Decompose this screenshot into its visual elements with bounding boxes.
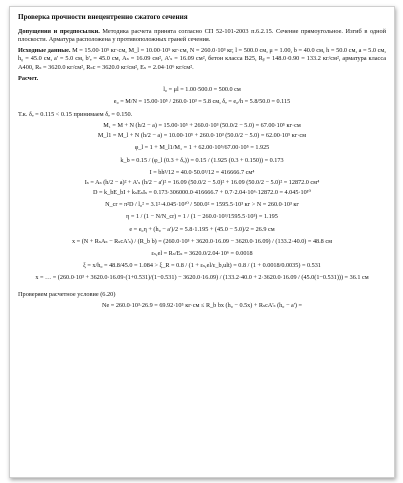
check-paragraph: Проверяем расчетное условие (6.20)	[18, 290, 116, 298]
equation-eta: η = 1 / (1 − N/N_cr) = 1 / (1 − 260.0·10³/1595.5·10³) = 1.195	[126, 213, 278, 221]
document-content	[18, 13, 386, 312]
assumptions-paragraph	[18, 28, 386, 45]
equation-eps: εₛ,el = Rₛ/Eₛ = 3620.0/2.04·10⁶ = 0.0018	[151, 250, 253, 258]
equation-e: e = e₀η + (h₀ − a')/2 = 5.8·1.195 + (45.0 − 5.0)/2 = 26.9 см	[129, 225, 275, 233]
page-title: Проверка прочности внецентренно сжатого сечения	[18, 13, 188, 21]
equation-ncr: N_cr = π²D / l₀² = 3.1²·4.045·10¹⁰ / 500.0² = 1595.5·10³ кг > N = 260.0·10³ кг	[105, 201, 299, 209]
input-text: M = 15.00·10⁵ кг·см, M_l = 10.00·10⁵ кг·см, N = 260.0·10³ кг, l = 500.0 см, μ = 1.00, b = 40.0 см, h = 50.0 см, a = 5.0 см, h₀ = 45.0 см, a' = 5.0 см, b'ₑ = 45.0 см, Aₛ = 16.09 см², A'ₛ = 16.09 см², бетон класса B25, Rᵦ = 148.0·0.90 = 133.2 кг/см², арматура класса A400, Rₛ = 3620.0 кг/см², Rₛc = 3620.0 кг/см², Eₛ = 2.04·10⁶ кг/см².	[18, 47, 386, 71]
equation-phi: φ_l = 1 + M_l1/M₁ = 1 + 62.00·10⁵/67.00·10⁵ = 1.925	[134, 144, 270, 152]
assumptions-text: Методика расчета принята согласно СП 52-101-2003 п.6.2.15. Сечение прямоугольное. Изгиб в одной плоскости. Арматура расположена у противоположных граней сечения.	[18, 27, 387, 43]
equation-kb: k_b = 0.15 / (φ_l (0.3 + δₑ)) = 0.15 / (1.925 (0.3 + 0.150)) = 0.173	[120, 156, 284, 164]
delta-paragraph: Т.к. δₑ = 0.115 < 0.15 принимаем δₑ = 0.150.	[18, 110, 133, 118]
equation-i: I = bh³/12 = 40.0·50.0³/12 = 416666.7 см⁴	[149, 168, 255, 176]
input-paragraph	[18, 47, 386, 72]
equation-ne: Ne = 260.0·10³·26.9 = 69.92·10⁵ кг·см ≤ R_b bx (h₀ − 0.5x) + RₛcA'ₛ (h₀ − a') =	[102, 301, 302, 309]
equation-ml1: M_l1 = M_l + N (h/2 − a) = 10.00·10⁵ + 260.0·10³ (50.0/2 − 5.0) = 62.00·10⁵ кг·см	[97, 132, 307, 140]
equation-is: Iₛ = Aₛ (h/2 − a)² + A'ₛ (h/2 − a')² = 16.09 (50.0/2 − 5.0)² + 16.09 (50.0/2 − 5.0)² = 12872.0 см⁴	[84, 178, 320, 186]
document-page	[9, 6, 395, 478]
assumptions-heading: Допущения и предпосылки.	[18, 27, 100, 35]
equation-xi: ξ = x/h₀ = 48.8/45.0 = 1.084 > ξ_R = 0.8 / (1 + εₛ,el/ε_b,ult) = 0.8 / (1 + 0.0018/0.0035) = 0.531	[83, 262, 321, 270]
equation-e0: e₀ = M/N = 15.00·10⁵ / 260.0·10³ = 5.8 см, δₑ = e₀/h = 5.8/50.0 = 0.115	[113, 98, 291, 106]
equation-m1: M₁ = M + N (h/2 − a) = 15.00·10⁵ + 260.0·10³ (50.0/2 − 5.0) = 67.00·10⁵ кг·см	[103, 121, 301, 129]
calc-heading: Расчет.	[18, 74, 39, 82]
equation-x: x = (N + RₛAₛ − RₛcA'ₛ) / (R_b b) = (260.0·10³ + 3620.0·16.09 − 3620.0·16.09) / (133.2·40.0) = 48.8 см	[72, 237, 332, 245]
equation-l0: l₀ = μl = 1.00·500.0 = 500.0 см	[163, 86, 241, 94]
calc-heading-paragraph	[18, 75, 386, 83]
input-heading: Исходные данные.	[18, 47, 71, 55]
equation-x2: x = … = (260.0·10³ + 3620.0·16.09·(1+0.531)/(1−0.531) − 3620.0·16.09) / (133.2·40.0 + 2·3620.0·16.09 / (45.0(1−0.531))) = 36.1 см	[35, 274, 369, 282]
equation-d: D = k_bE_bI + kₛEₛIₛ = 0.173·306000.0·416666.7 + 0.7·2.04·10⁶·12872.0 = 4.045·10¹⁰	[92, 189, 312, 197]
